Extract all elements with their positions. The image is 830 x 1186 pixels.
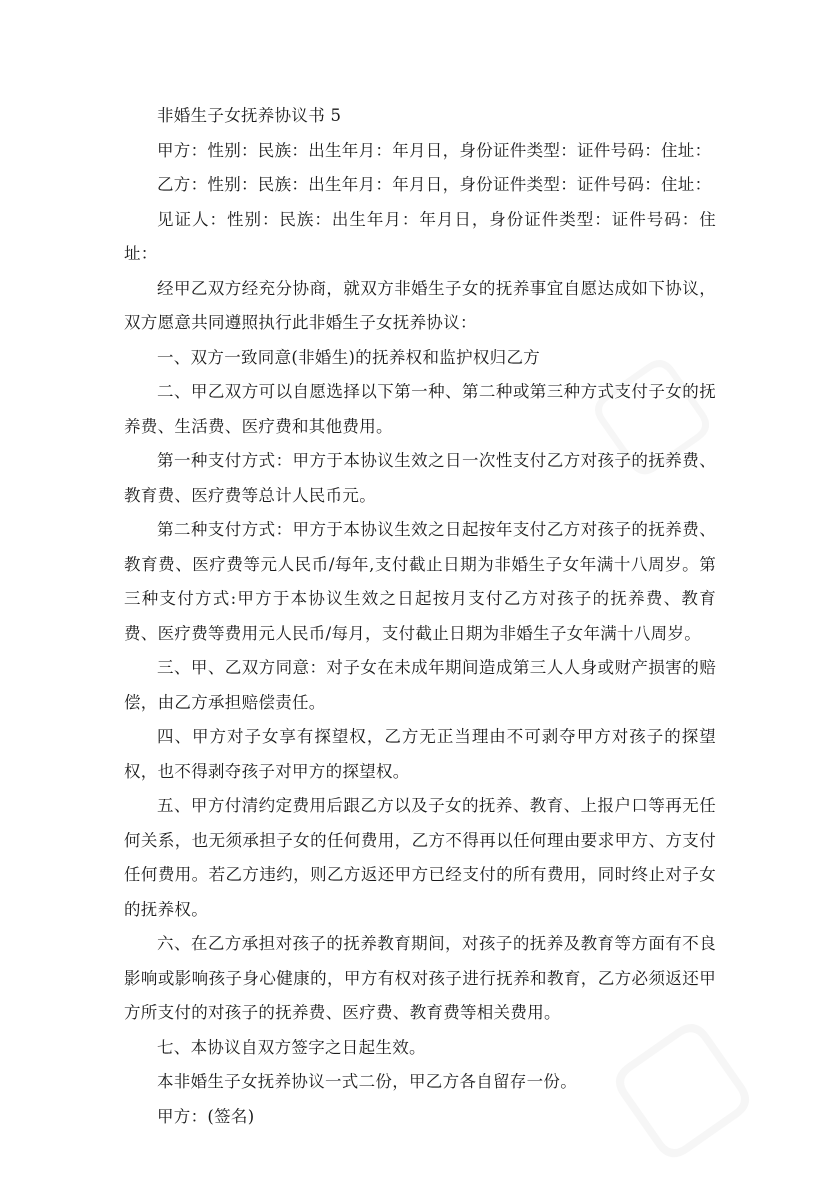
clause-5: 五、甲方付清约定费用后跟乙方以及子女的抚养、教育、上报户口等再无任何关系，也无须承担子女的任何费用，乙方不得再以任何理由要求甲方、方支付任何费用。若乙方违约，则乙方返还甲方已经支付的所有费用，同时终止对子女的抚养权。 [124, 796, 716, 919]
clause-7: 七、本协议自双方签字之日起生效。 [157, 1037, 426, 1057]
payment-method-2-3: 第二种支付方式：甲方于本协议生效之日起按年支付乙方对孩子的抚养费、教育费、医疗费等元人民币/每年,支付截止日期为非婚生子女年满十八周岁。第三种支付方式:甲方于本协议生效之日起按月支付乙方对孩子的抚养费、教育费、医疗费等费用元人民币/每月，支付截止日期为非婚生子女年满十八周岁。 [124, 520, 716, 643]
watermark-mark: ▢ [560, 320, 734, 499]
copies-statement: 本非婚生子女抚养协议一式二份，甲乙方各自留存一份。 [157, 1072, 577, 1091]
watermark-mark: ▢ [575, 976, 778, 1186]
clause-6: 六、在乙方承担对孩子的抚养教育期间，对孩子的抚养及教育等方面有不良影响或影响孩子身心健康的，甲方有权对孩子进行抚养和教育，乙方必须返还甲方所支付的对孩子的抚养费、医疗费、教育费等相关费用。 [124, 934, 716, 1022]
clause-1: 一、双方一致同意(非婚生)的抚养权和监护权归乙方 [157, 347, 541, 367]
party-b-info: 乙方：性别：民族：出生年月：年月日，身份证件类型：证件号码：住址： [157, 175, 712, 194]
clause-3: 三、甲、乙双方同意：对子女在未成年期间造成第三人人身或财产损害的赔偿，由乙方承担赔偿责任。 [124, 658, 716, 712]
document-body [124, 99, 716, 1134]
signature-party-a: 甲方：(签名) [157, 1106, 255, 1126]
document-title: 非婚生子女抚养协议书 5 [157, 106, 342, 125]
payment-method-1: 第一种支付方式：甲方于本协议生效之日一次性支付乙方对孩子的抚养费、教育费、医疗费等总计人民币元。 [124, 451, 716, 505]
witness-info: 见证人：性别：民族：出生年月：年月日，身份证件类型：证件号码：住址： [124, 209, 716, 263]
preamble-paragraph: 经甲乙双方经充分协商，就双方非婚生子女的抚养事宜自愿达成如下协议，双方愿意共同遵照执行此非婚生子女抚养协议： [124, 278, 716, 332]
clause-4: 四、甲方对子女享有探望权，乙方无正当理由不可剥夺甲方对孩子的探望权，也不得剥夺孩子对甲方的探望权。 [124, 727, 716, 781]
clause-2: 二、甲乙双方可以自愿选择以下第一种、第二种或第三种方式支付子女的抚养费、生活费、医疗费和其他费用。 [124, 382, 716, 436]
party-a-info: 甲方：性别：民族：出生年月：年月日，身份证件类型：证件号码：住址： [157, 140, 712, 160]
